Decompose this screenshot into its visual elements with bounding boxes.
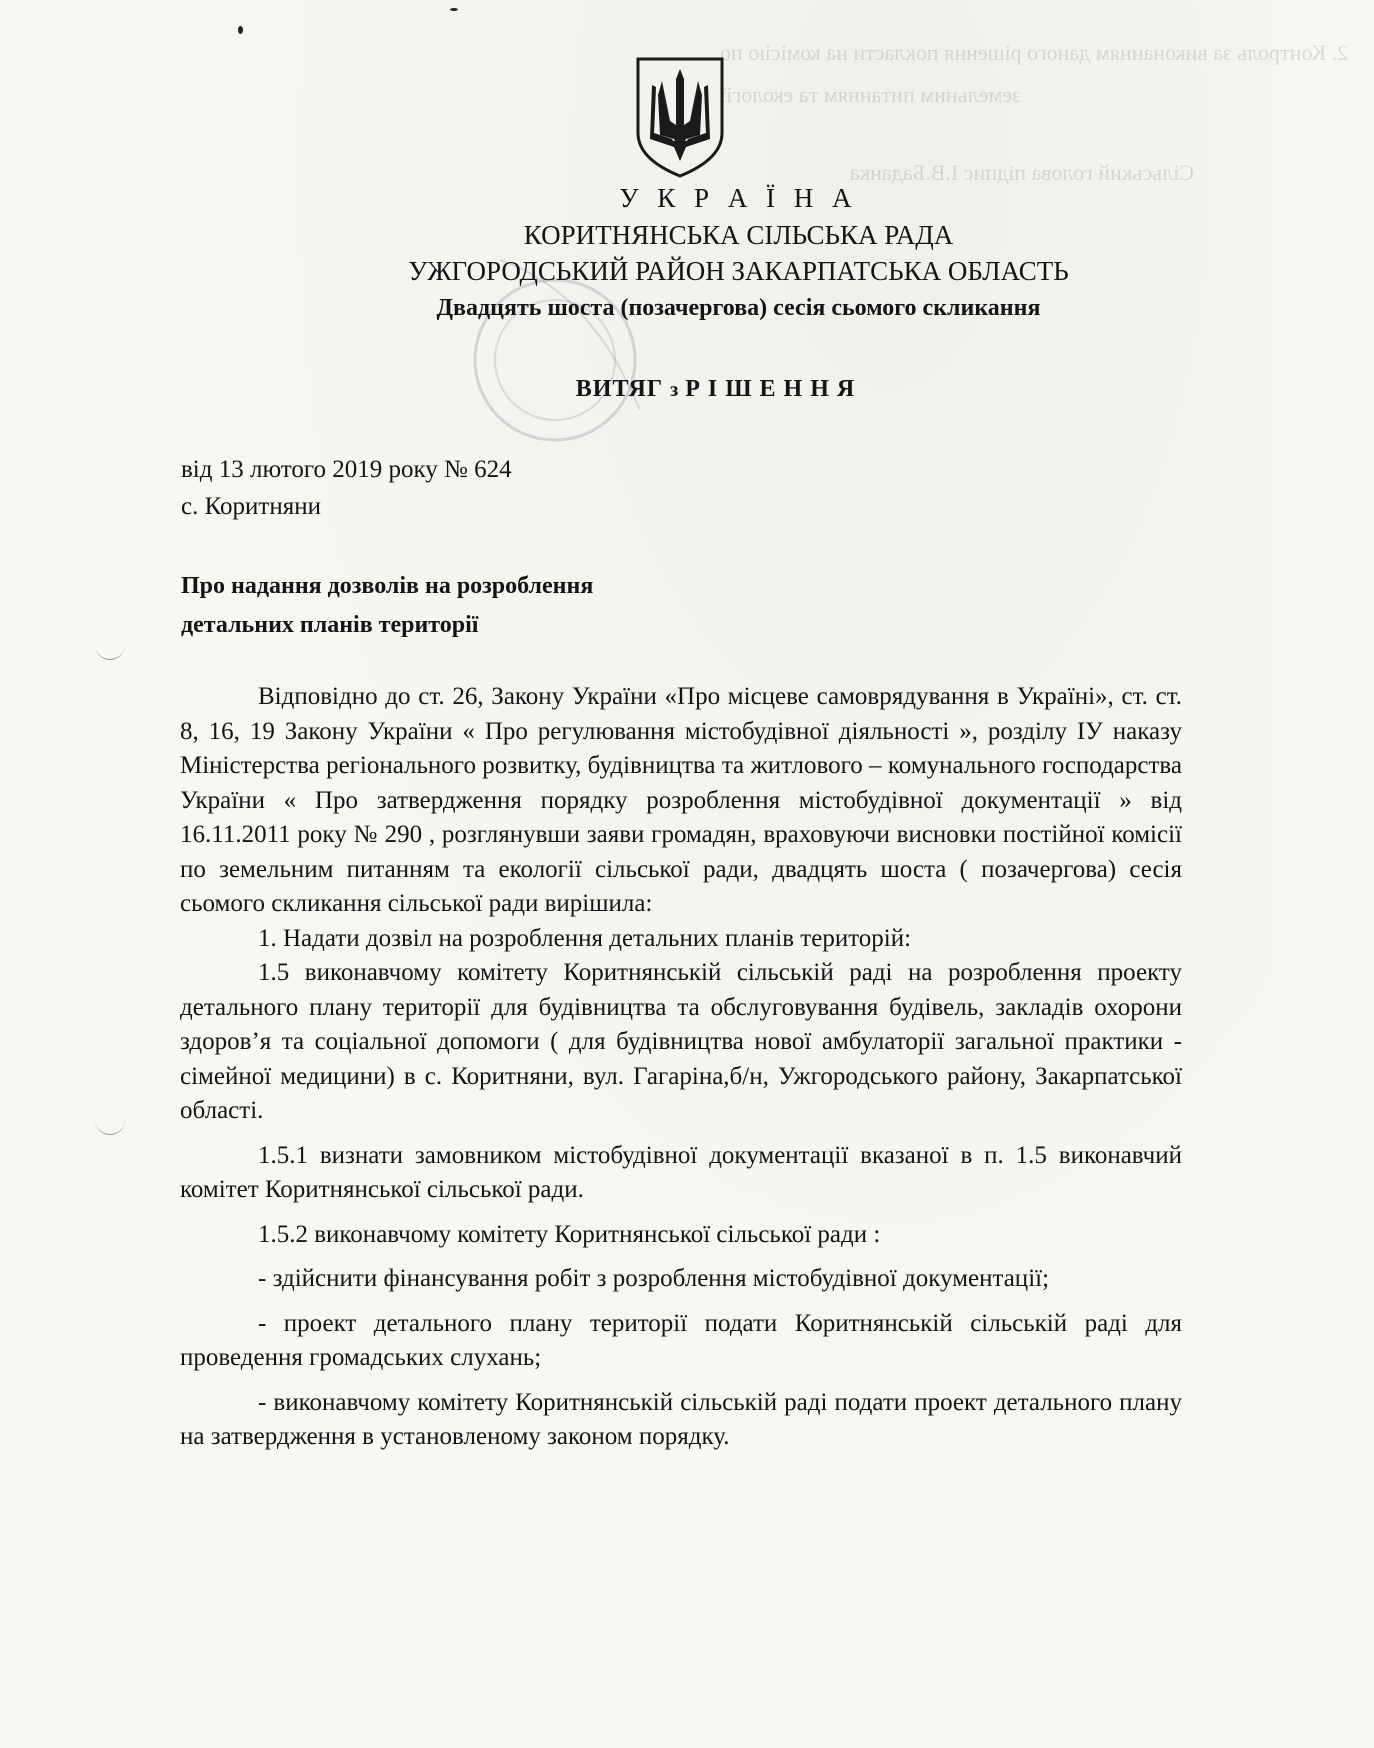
title-prefix: ВИТЯГ	[575, 376, 664, 402]
item-1-5-1: 1.5.1 визнати замовником містобудівної документації вказаної в п. 1.5 виконавчий комітет Коритнянської сільської ради.	[180, 1141, 1182, 1203]
bleed-through-text: Сільський голова підпис І.В.Баданка	[850, 160, 1194, 185]
bleed-through-text: 2. Контроль за виконанням даного рішення покласти на комісію по	[720, 40, 1349, 65]
title-connector: з	[670, 379, 679, 401]
bleed-through-text: земельним питанням та екології	[720, 82, 1021, 107]
header-council: КОРИТНЯНСЬКА СІЛЬСЬКА РАДА	[523, 220, 954, 250]
dash-item-1: - здійснити фінансування робіт з розроблення містобудівної документації;	[258, 1265, 1050, 1292]
header-district: УЖГОРОДСЬКИЙ РАЙОН ЗАКАРПАТСЬКА ОБЛАСТЬ	[408, 256, 1069, 286]
item-1: 1. Надати дозвіл на розроблення детальних планів територій:	[258, 924, 912, 952]
title-main: Р І Ш Е Н Н Я	[685, 376, 856, 402]
header-session: Двадцять шоста (позачергова) сесія сьомого скликання	[436, 295, 1041, 321]
hole-punch-mark	[95, 1120, 125, 1135]
hole-punch-mark	[95, 645, 125, 660]
subject-line-1: Про надання дозволів на розроблення	[181, 573, 594, 599]
place: с. Коритняни	[181, 493, 321, 520]
ukraine-coat-of-arms-icon	[630, 55, 730, 180]
dash-item-3: - виконавчому комітету Коритнянській сільській раді подати проект детального плану на затвердження в установленому законом порядку.	[180, 1388, 1182, 1450]
scan-speck	[450, 8, 458, 11]
preamble-paragraph: Відповідно до ст. 26, Закону України «Про місцеве самоврядування в Україні», ст. ст. 8, 16, 19 Закону України « Про регулювання містобудівної діяльності », розділу ІУ наказу Міністерства регіонального розвитку, будівництва та житлового – комунального господарства України « Про затвердження порядку розроблення містобудівної документації » від 16.11.2011 року № 290 , розглянувши заяви громадян, враховуючи висновки постійної комісії по земельним питанням та екології сільської ради, двадцять шоста ( позачергова) сесія сьомого скликання сільської ради вирішила:	[180, 683, 1182, 917]
dash-item-2: - проект детального плану території подати Коритнянській сільській раді для проведення громадських слухань;	[180, 1309, 1182, 1371]
item-1-5-2: 1.5.2 виконавчому комітету Коритнянської сільської ради :	[258, 1220, 881, 1248]
document-title	[80, 376, 1351, 403]
header-country: У К Р А Ї Н А	[619, 183, 858, 213]
subject-line-2: детальних планів території	[181, 612, 479, 638]
item-1-5: 1.5 виконавчому комітету Коритнянській сільській раді на розроблення проекту детального плану території для будівництва та обслуговування будівель, закладів охорони здоров’я та соціальної допомоги ( для будівництва нової амбулаторії загальної практики - сімейної медицини) в с. Коритняни, вул. Гагаріна,б/н, Ужгородського району, Закарпатської області.	[180, 959, 1182, 1124]
decision-body	[180, 680, 1182, 1455]
date-number: від 13 лютого 2019 року № 624	[181, 456, 512, 483]
scan-speck	[238, 26, 243, 34]
